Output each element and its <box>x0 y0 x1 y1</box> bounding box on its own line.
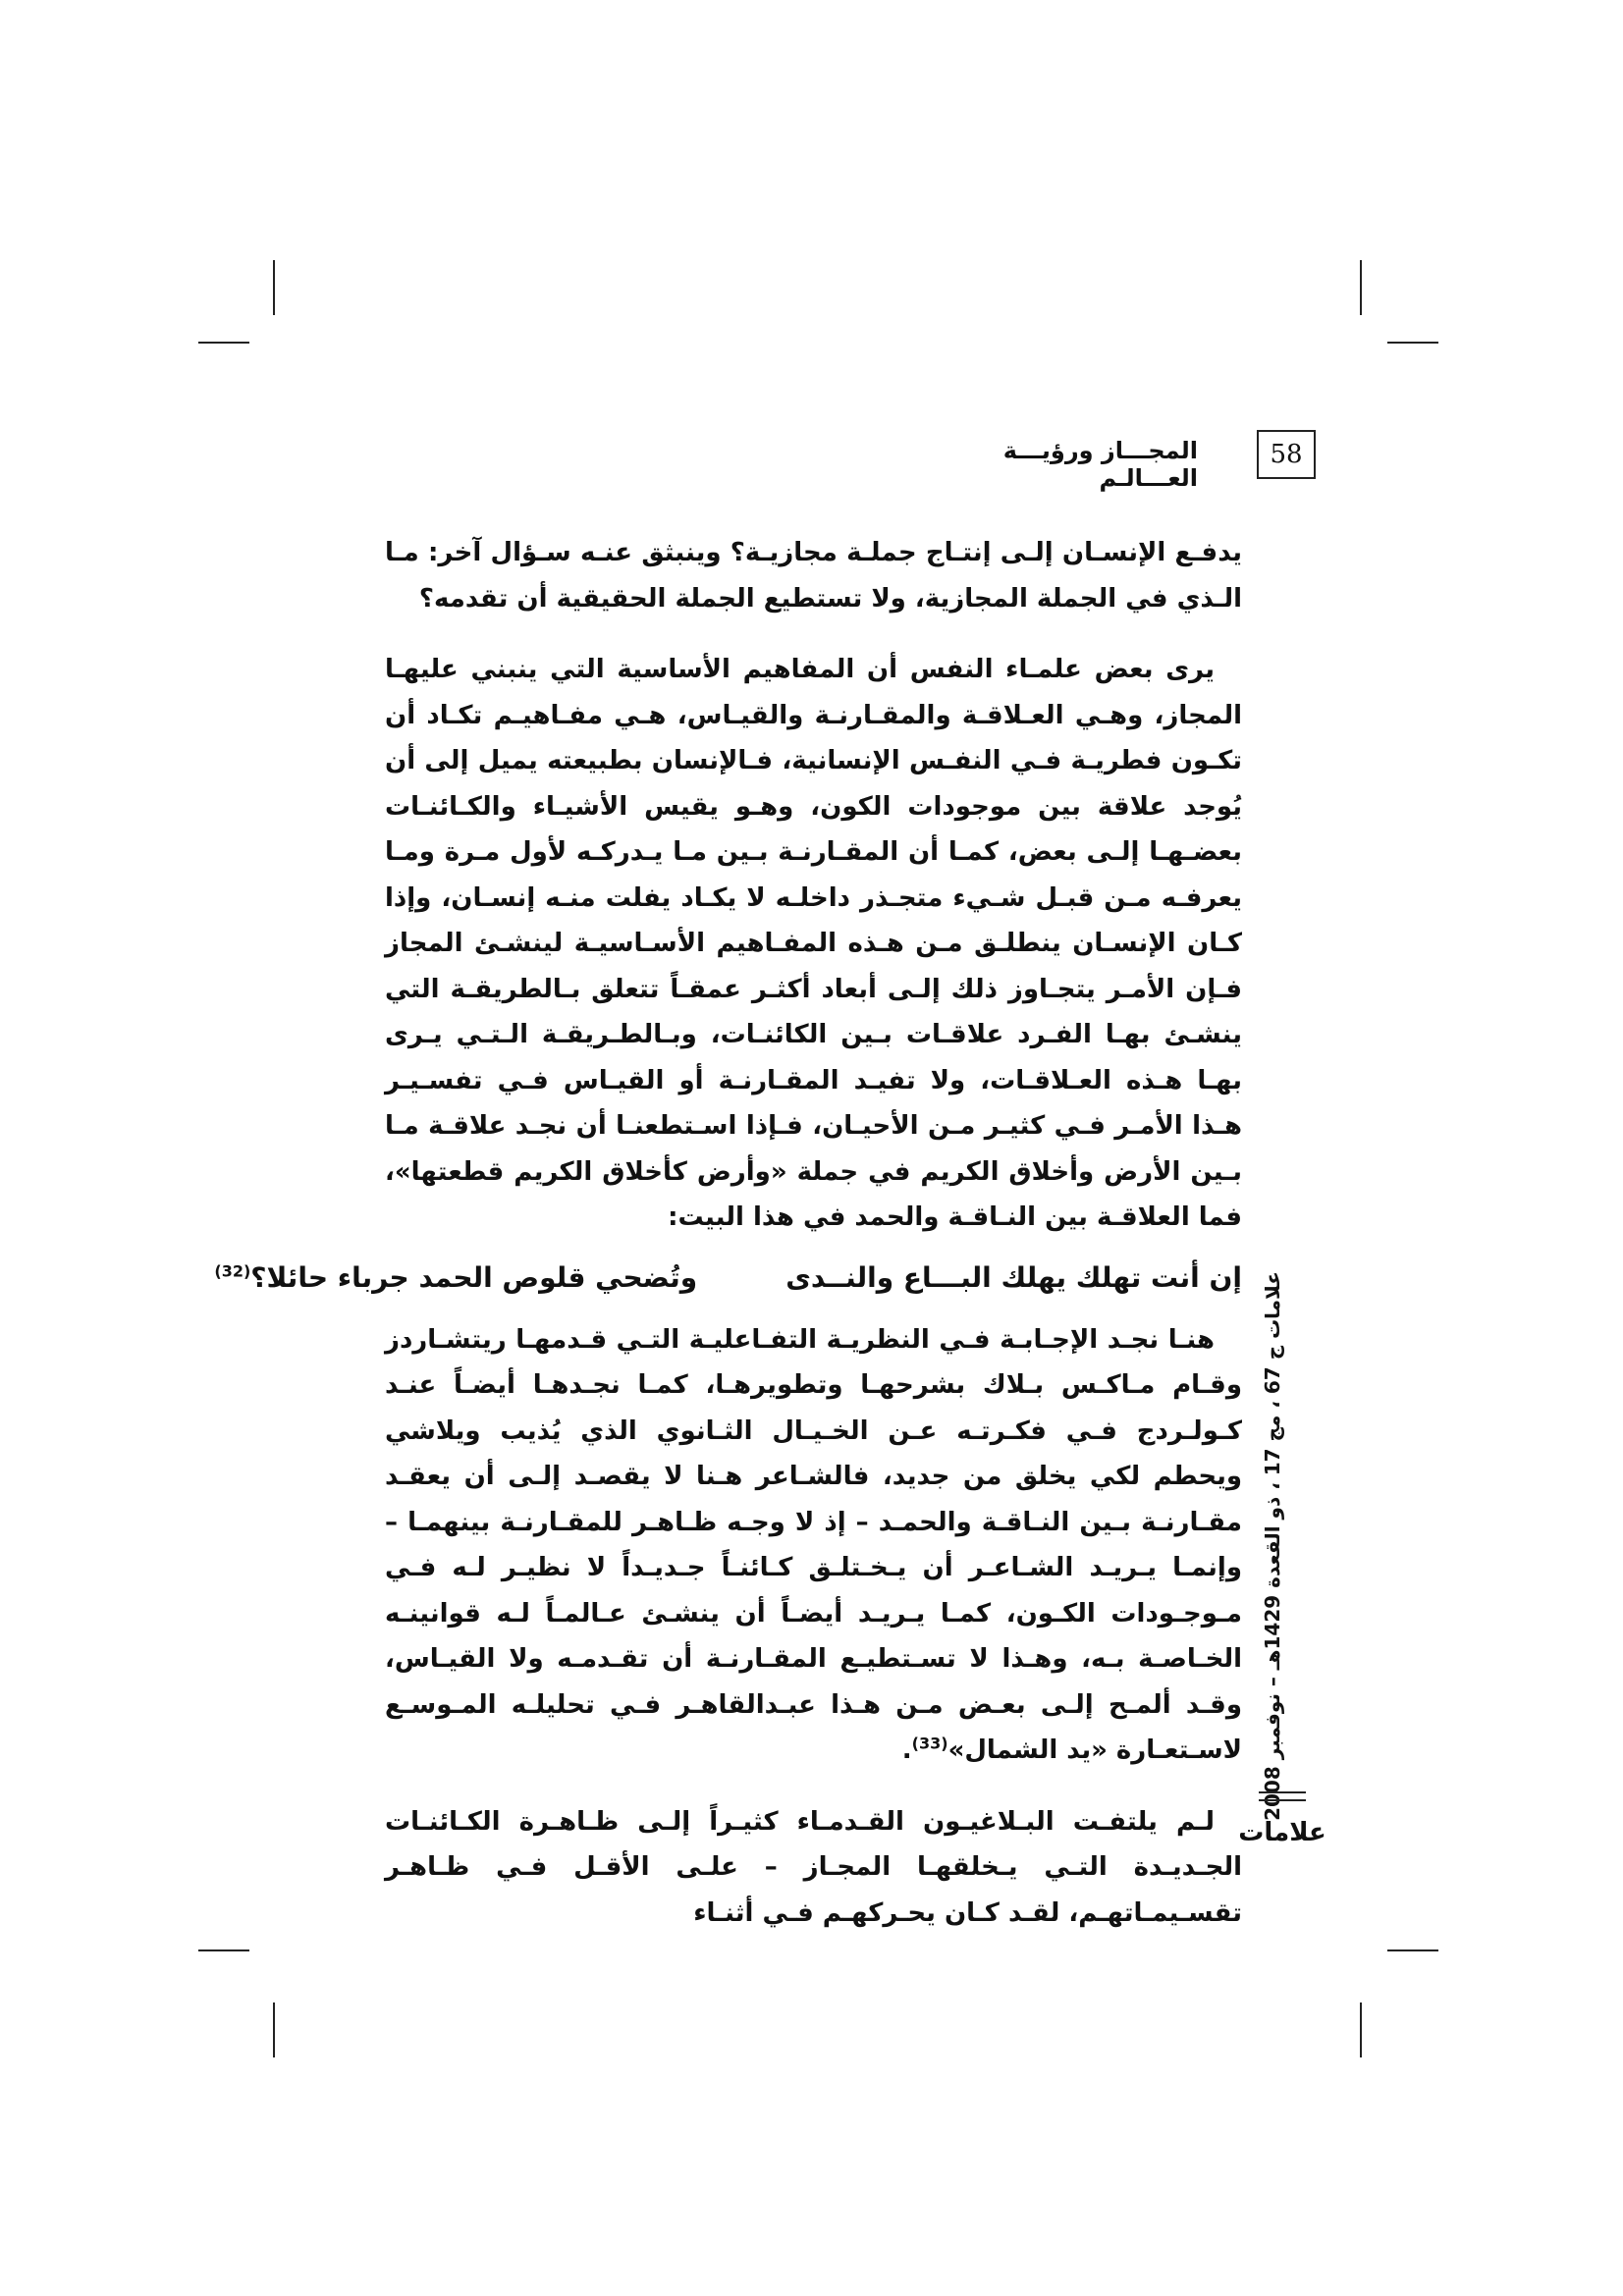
crop-mark-top-right-vertical <box>1360 260 1362 315</box>
paragraph-3 <box>385 1317 1242 1774</box>
sidebar-divider <box>1259 1791 1306 1801</box>
verse-first-hemistich: إن أنت تهلك يهلك البـــاع والنــدى <box>785 1260 1242 1294</box>
running-header-title: المجـــاز ورؤيـــة العـــالـم <box>1002 437 1198 492</box>
crop-mark-bottom-right-horizontal <box>1387 1949 1438 1951</box>
article-body <box>214 530 1242 1936</box>
journal-logo: علامات <box>1238 1818 1326 1847</box>
paragraph-3-text: هنـا نجـد الإجـابـة فـي النظريـة التفـاعليـة التـي قـدمهـا ريتشـاردز وقـام مـاكـس بـلاك بشرحهـا وتطويرهـا، كمـا نجـدهـا أيضـاً عنـد كـولـردج فـي فكـرتـه عـن الخـيـال الثـانوي الذي يُذيب ويلاشي ويحطم لكي يخلق من جديد، فالشـاعر هـنا لا يقصـد إلـى أن يعقـد مقـارنـة بـين النـاقـة والحمـد – إذ لا وجـه ظـاهـر للمقـارنـة بينهمـا – وإنمـا يـريـد الشـاعـر أن يـخـتلـق كـائنـاً جـديـداً لا نظيـر لـه فـي مـوجـودات الكـون، كمـا يـريـد أيضـاً أن ينشـئ عـالمـاً لـه قوانينـه الخـاصـة بـه، وهـذا لا تسـتطيـع المقـارنـة أن تقـدمـه ولا القيـاس، وقـد ألمـح إلـى بعـض مـن هـذا عبـدالقاهـر فـي تحليلـه المـوسـع لاسـتعـارة «يد الشمال» <box>385 1324 1242 1765</box>
paragraph-2: يرى بعض علمـاء النفس أن المفاهيم الأساسية التي ينبني عليهـا المجاز، وهـي العـلاقـة والمقـارنـة والقيـاس، هـي مفـاهيـم تكـاد أن تكـون فطريـة فـي النفـس الإنسانية، فـالإنسان بطبيعته يميل إلى أن يُوجد علاقة بين موجودات الكون، وهـو يقيس الأشيـاء والكـائنـات بعضـهـا إلـى بعض، كمـا أن المقـارنـة بـين مـا يـدركـه لأول مـرة ومـا يعرفـه مـن قبـل شـيء متجـذر داخلـه لا يكـاد يفلت منـه إنسـان، وإذا كـان الإنسـان ينطلـق مـن هـذه المفـاهيم الأسـاسيـة لينشـئ المجاز فـإن الأمـر يتجـاوز ذلك إلـى أبعاد أكثـر عمقـاً تتعلق بـالطريقـة التي ينشـئ بهـا الفـرد علاقـات بـين الكائنـات، وبـالطـريقـة الـتـي يـرى بهـا هـذه العـلاقـات، ولا تفيـد المقـارنـة أو القيـاس فـي تفسـيـر هـذا الأمـر فـي كثيـر مـن الأحيـان، فـإذا اسـتطعنـا أن نجـد علاقـة مـا بـين الأرض وأخلاق الكريم في جملة «وأرض كأخلاق الكريم قطعتها»، فما العلاقـة بين النـاقـة والحمد في هذا البيت: <box>385 655 1242 1232</box>
crop-mark-bottom-right-vertical <box>1360 2002 1362 2057</box>
journal-issue-sidebar <box>1253 1271 1292 1821</box>
crop-mark-top-right-horizontal <box>1387 342 1438 344</box>
crop-mark-bottom-left-vertical <box>273 2002 275 2057</box>
journal-issue-text: علامات ج 67 ، مج 17 ، ذو القعدة 1429هـ – نوفمبر 2008 <box>1261 1271 1285 1821</box>
footnote-ref-32: (32) <box>214 1261 251 1281</box>
crop-mark-top-left-vertical <box>273 260 275 315</box>
paragraph-1: يدفـع الإنسـان إلـى إنتـاج جملـة مجازيـة؟ وينبثق عنـه سـؤال آخر: مـا الـذي في الجملة المجازية، ولا تستطيع الجملة الحقيقية أن تقدمه؟ <box>385 538 1242 614</box>
paragraph-4: لـم يلتفـت البـلاغيـون القـدمـاء كثيـراً إلـى ظـاهـرة الكـائنـات الجـديـدة التـي يـخلقهـا المجـاز – علـى الأقـل فـي ظـاهـر تقسـيمـاتهـم، لقـد كـان يحـركهـم فـي أثنـاء <box>385 1806 1242 1928</box>
paragraph-3-end: . <box>901 1735 912 1765</box>
verse-second-hemistich <box>214 1249 697 1308</box>
page-number: 58 <box>1257 430 1316 479</box>
crop-mark-bottom-left-horizontal <box>198 1949 249 1951</box>
footnote-ref-33: (33) <box>911 1734 948 1753</box>
poetry-verse <box>214 1249 1242 1308</box>
verse-second-hemistich-text: وتُضحي قلوص الحمد جرباء حائلا؟ <box>250 1260 698 1294</box>
crop-mark-top-left-horizontal <box>198 342 249 344</box>
